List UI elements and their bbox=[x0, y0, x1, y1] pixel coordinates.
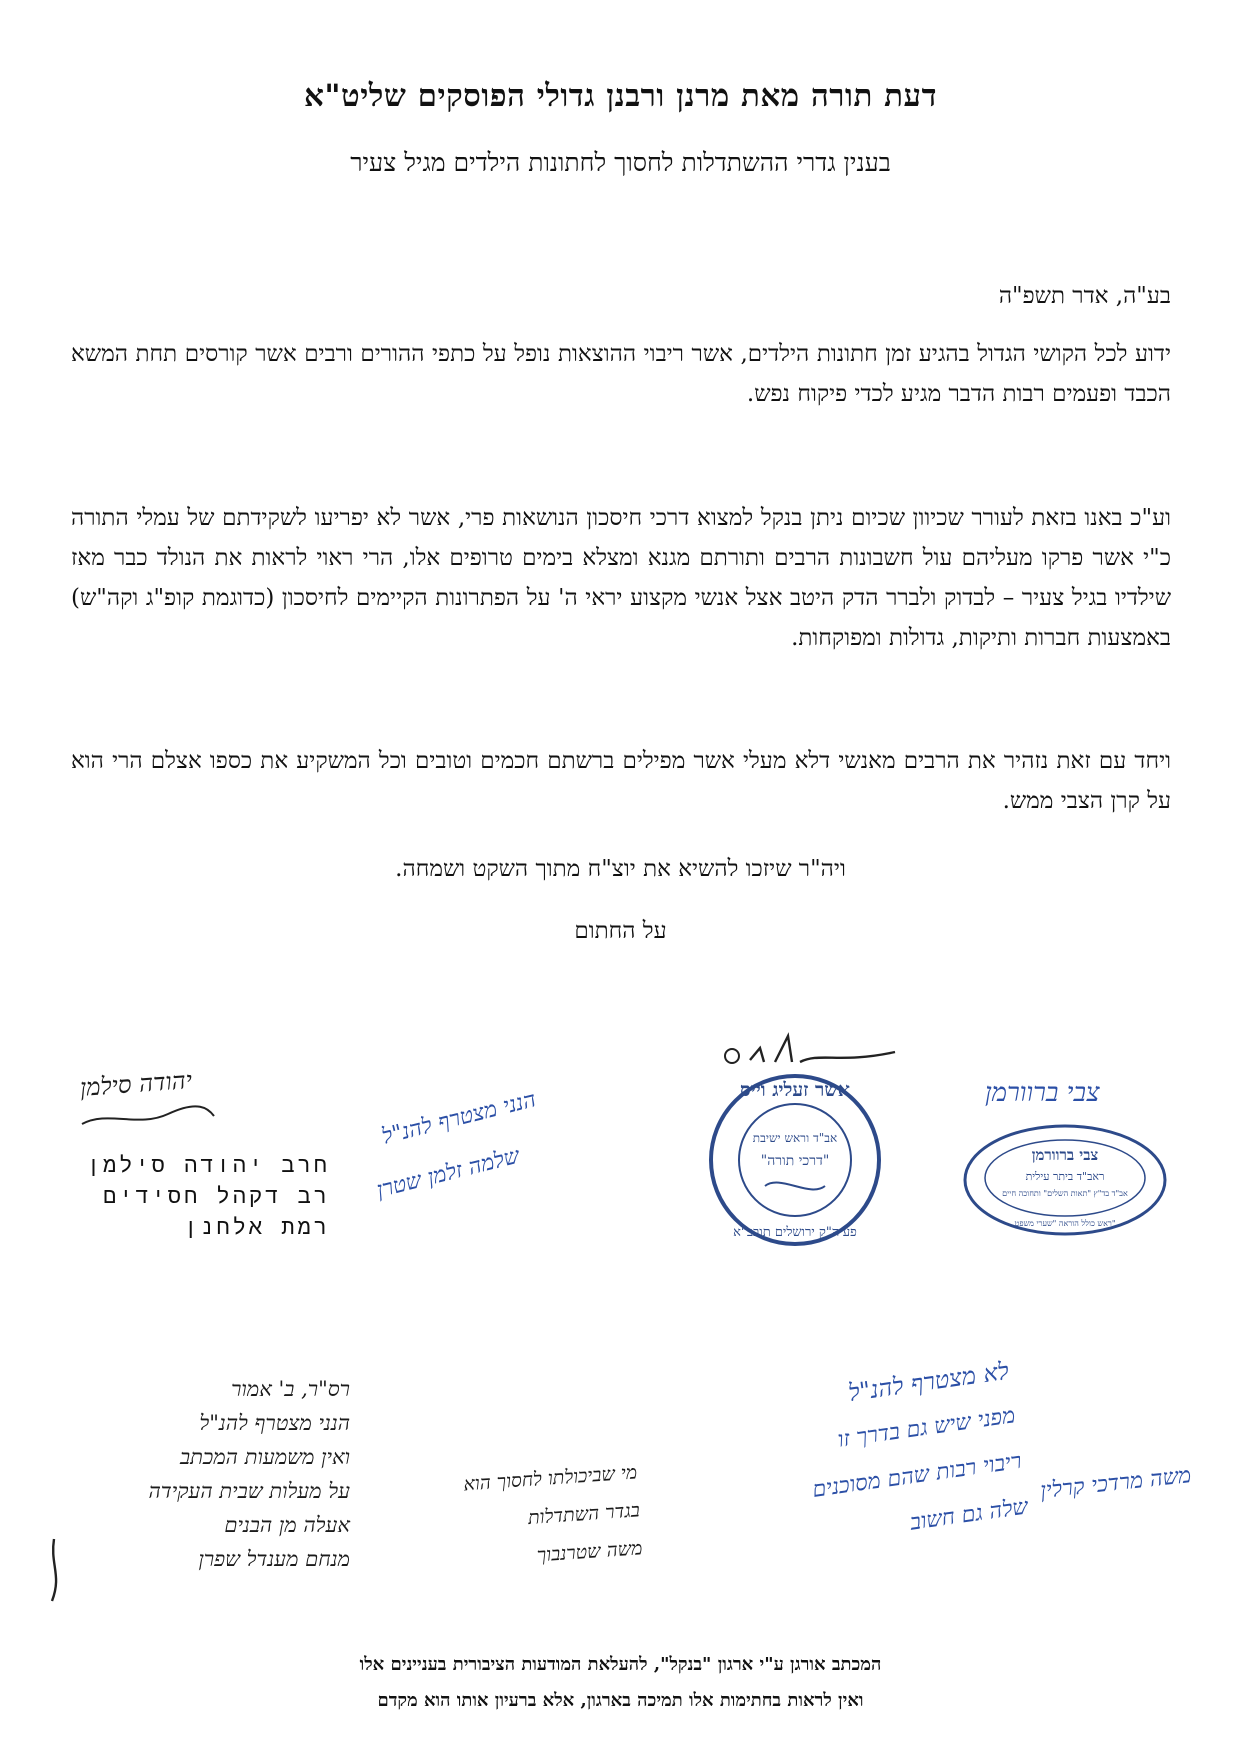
row2-a-line-4: על מעלות שבית העקידה bbox=[148, 1479, 350, 1503]
row2-a-line-5: אעלה מן הבנים bbox=[224, 1513, 350, 1537]
row2-b-line-1: מי שביכולתו לחסוך הוא bbox=[462, 1461, 638, 1496]
bravermann-handwritten-signature: צבי ברוורמן bbox=[985, 1078, 1100, 1108]
row2-a-line-1: רס"ר, ב' אמור bbox=[231, 1377, 350, 1401]
bravermann-stamp-outer: ראש כולל הוראה "שערי משפט" bbox=[1014, 1219, 1116, 1228]
zelig-weiss-signature-scribble bbox=[720, 1022, 900, 1072]
letter-date: בע"ה, אדר תשפ"ה bbox=[998, 283, 1171, 309]
second-signature-line-1: הנני מצטרף להנ"ל bbox=[379, 1087, 539, 1150]
row2-a-line-2: הנני מצטרף להנ"ל bbox=[199, 1411, 350, 1435]
footer-line-2: ואין לראות בחתימות אלו תמיכה בארגון, אלא ברעיון אותו הוא מקדם bbox=[377, 1690, 864, 1711]
bravermann-stamp-title: ראב"ד ביתר עילית bbox=[1025, 1170, 1105, 1183]
footer-line-1: המכתב אורגן ע"י ארגון "בנקל", להעלאת המודעות הציבורית בעניינים אלו bbox=[359, 1654, 882, 1675]
silman-line-3: רמת אלחנן bbox=[184, 1215, 330, 1240]
silman-line-1: חרב יהודה סילמן bbox=[86, 1153, 330, 1178]
zelig-stamp-place: פעיה"ק ירושלים תובב"א bbox=[733, 1225, 857, 1240]
row2-a-line-6: מנחם מענדל שפרן bbox=[198, 1547, 350, 1571]
blessing-line: ויה"ר שיזכו להשיא את יוצ"ח מתוך השקט ושמחה. bbox=[395, 856, 846, 882]
row2-a-signature-flourish bbox=[44, 1535, 74, 1605]
row2-c-line-3: ריבוי רבות שהם מסוכנים bbox=[810, 1448, 1024, 1503]
silman-name-block bbox=[70, 1150, 330, 1243]
bravermann-stamp bbox=[960, 1120, 1170, 1240]
second-signature-line-2: שלמה זלמן שטרן bbox=[374, 1143, 523, 1204]
letter-subtitle: בענין גדרי ההשתדלות לחסוך לחתונות הילדים מגיל צעיר bbox=[350, 148, 891, 177]
paragraph-1: ידוע לכל הקושי הגדול בהגיע זמן חתונות הילדים, אשר ריבוי ההוצאות נופל על כתפי ההורים ורבים אשר קורסים תחת המשא הכבד ופעמים רבות הדבר מגיע לכדי פיקוח נפש. bbox=[71, 341, 1171, 407]
row2-c-line-2: מפני שיש גם בדרך זו bbox=[836, 1403, 1017, 1453]
silman-signature-underline bbox=[78, 1102, 218, 1132]
row2-b-line-2: בגדר השתדלות bbox=[527, 1499, 641, 1530]
signed-label: על החתום bbox=[574, 918, 667, 944]
row2-signature-d: משה מרדכי קרלין bbox=[1039, 1463, 1193, 1504]
row2-signature-a bbox=[70, 1372, 350, 1576]
zelig-stamp-name: אשר זעליג וייס bbox=[739, 1079, 851, 1101]
paragraph-2: וע"כ באנו בזאת לעורר שכיוון שכיום ניתן בנקל למצוא דרכי חיסכון הנושאות פרי, אשר לא יפריעו לשקידתם של עמלי התורה כ"י אשר פרקו מעליהם עול חשבונות הרבים ותורתם מגנא ומצלא בימים טרופים אלו, הרי ראוי לראות את הנולד כבר מאז שילדיו בגיל צעיר – לבדוק ולברר הדק היטב אצל אנשי מקצוע יראי ה' על הפתרונות הקיימים לחיסכון (כדוגמת קופ"ג וקה"ש) באמצעות חברות ותיקות, גדולות ומפוקחות. bbox=[71, 505, 1171, 651]
silman-line-2: רב דקהל חסידים bbox=[103, 1184, 330, 1209]
bravermann-stamp-name: צבי ברוורמן bbox=[1031, 1146, 1099, 1164]
zelig-stamp-title: אב"ד וראש ישיבת bbox=[752, 1131, 838, 1145]
zelig-weiss-stamp bbox=[705, 1070, 885, 1250]
paragraph-3: ויחד עם זאת נזהיר את הרבים מאנשי דלא מעלי אשר מפילים ברשתם חכמים וטובים וכל המשקיע את כספו אצלם הרי הוא על קרן הצבי ממש. bbox=[71, 748, 1171, 814]
bravermann-stamp-sub: אב"ד בד"ץ "תאות השלים" ותחוכה חיים bbox=[1002, 1189, 1128, 1198]
row2-b-line-3: משה שטרנבוך bbox=[536, 1537, 644, 1567]
row2-signature-c bbox=[649, 1348, 1031, 1580]
row2-a-line-3: ואין משמעות המכתב bbox=[180, 1445, 350, 1469]
row2-signature-b bbox=[386, 1453, 643, 1584]
row2-c-line-4: שלה גם חשוב bbox=[908, 1494, 1030, 1536]
zelig-stamp-yeshiva: "דרכי תורה" bbox=[760, 1153, 830, 1169]
letter-title: דעת תורה מאת מרנן ורבנן גדולי הפוסקים שליט"א bbox=[303, 78, 938, 114]
row2-c-line-1: לא מצטרף להנ"ל bbox=[846, 1356, 1011, 1407]
silman-handwritten-signature: יהודה סילמן bbox=[79, 1066, 193, 1102]
